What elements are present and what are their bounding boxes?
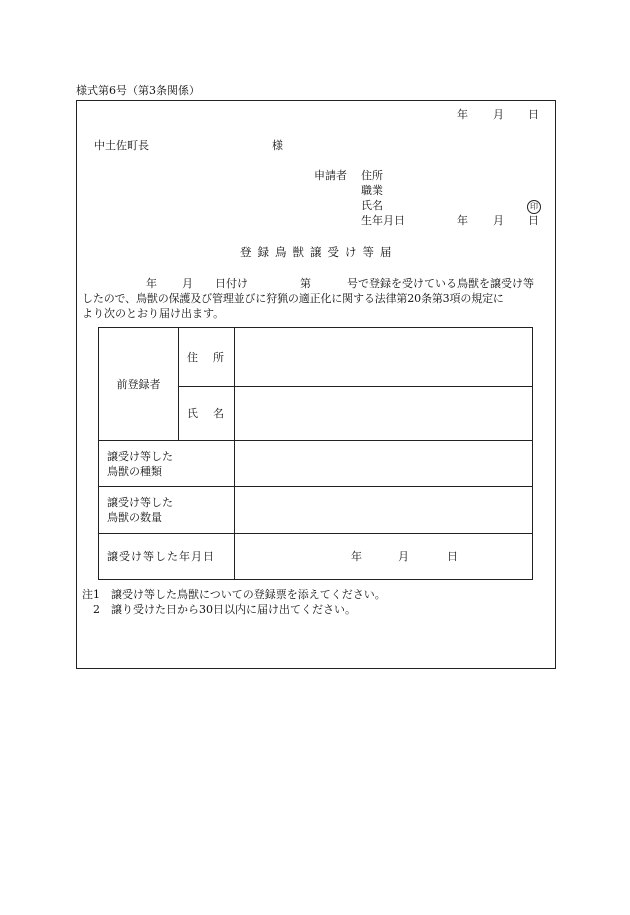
document-title: 登録鳥獣譲受け等届 bbox=[240, 245, 398, 259]
body-dated: 日付け bbox=[215, 277, 248, 290]
transfer-date-month: 月 bbox=[398, 550, 409, 563]
species-label-line2: 鳥獣の種類 bbox=[107, 464, 162, 478]
addressee-honorific: 様 bbox=[272, 139, 283, 152]
applicant-occupation-label: 職業 bbox=[361, 184, 383, 197]
applicant-birth-label: 生年月日 bbox=[361, 214, 405, 227]
quantity-label-cell bbox=[99, 487, 235, 534]
species-label-line1: 譲受け等した bbox=[107, 449, 173, 463]
previous-registrant-label bbox=[99, 328, 179, 441]
seal-icon: 印 bbox=[527, 200, 541, 214]
applicant-address-label: 住所 bbox=[361, 169, 383, 182]
applicant-label: 申請者 bbox=[314, 169, 347, 182]
body-line1-rest: 号で登録を受けている鳥獣を譲受け等 bbox=[347, 277, 534, 290]
applicant-birth-month: 月 bbox=[493, 214, 504, 227]
prev-name-label-cell bbox=[179, 387, 235, 441]
body-number-prefix: 第 bbox=[300, 277, 311, 290]
seal-mark bbox=[527, 199, 541, 214]
addressee-name: 中土佐町長 bbox=[94, 139, 149, 152]
body-line2: したので、鳥獣の保護及び管理並びに狩猟の適正化に関する法律第20条第3項の規定に bbox=[82, 292, 504, 305]
applicant-name-label: 氏名 bbox=[361, 199, 383, 212]
body-year: 年 bbox=[146, 277, 157, 290]
body-month: 月 bbox=[182, 277, 193, 290]
previous-registrant-text: 前登録者 bbox=[116, 377, 161, 391]
registration-table bbox=[98, 327, 533, 580]
prev-address-value[interactable] bbox=[235, 328, 533, 387]
transfer-date-value[interactable] bbox=[235, 534, 533, 580]
quantity-value[interactable] bbox=[235, 487, 533, 534]
prev-address-label-cell bbox=[179, 328, 235, 387]
prev-address-label: 住 所 bbox=[187, 350, 226, 364]
quantity-label-line1: 譲受け等した bbox=[107, 496, 173, 509]
prev-name-value[interactable] bbox=[235, 387, 533, 441]
body-line3: より次のとおり届け出ます。 bbox=[82, 307, 225, 320]
prev-name-label: 氏 名 bbox=[187, 407, 226, 420]
transfer-date-label-cell bbox=[99, 534, 235, 580]
species-value[interactable] bbox=[235, 441, 533, 487]
transfer-date-label: 譲受け等した年月日 bbox=[107, 550, 215, 563]
applicant-birth-year: 年 bbox=[457, 214, 468, 227]
submission-month: 月 bbox=[493, 108, 504, 121]
applicant-birth-day: 日 bbox=[528, 214, 539, 227]
submission-year: 年 bbox=[457, 108, 468, 121]
note-1: 注1 譲受け等した鳥獣についての登録票を添えてください。 bbox=[82, 588, 386, 601]
transfer-date-year: 年 bbox=[351, 550, 362, 563]
note-2: 2 譲り受けた日から30日以内に届け出てください。 bbox=[82, 603, 356, 616]
form-number-label: 様式第6号（第3条関係） bbox=[76, 84, 200, 97]
species-label-cell bbox=[99, 441, 235, 487]
quantity-label-line2: 鳥獣の数量 bbox=[107, 511, 162, 524]
submission-day: 日 bbox=[528, 108, 539, 121]
transfer-date-day: 日 bbox=[447, 550, 458, 563]
